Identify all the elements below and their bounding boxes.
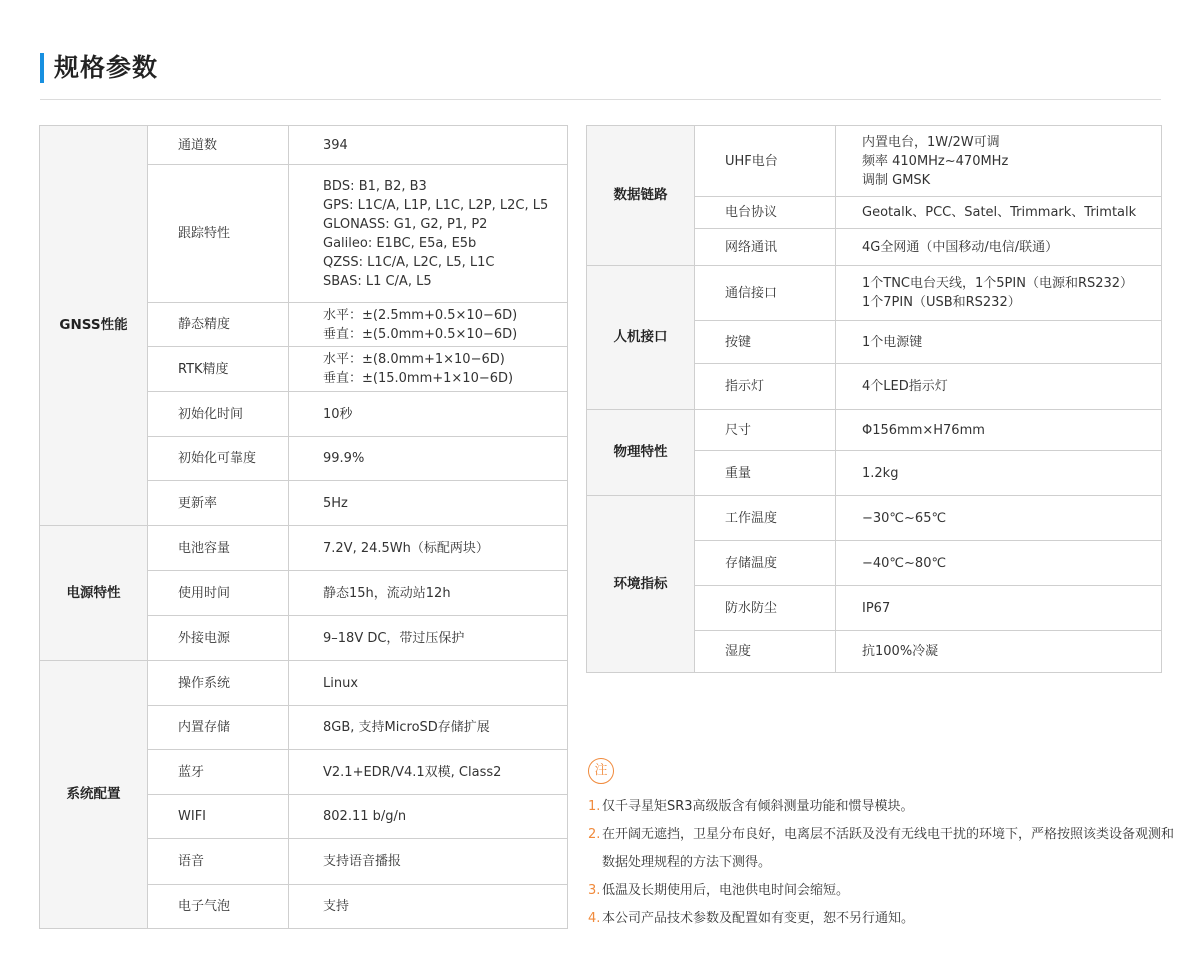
spec-value: −40℃~80℃ bbox=[836, 541, 1162, 586]
spec-value: Geotalk、PCC、Satel、Trimmark、Trimtalk bbox=[836, 197, 1162, 229]
category-cell: 物理特性 bbox=[587, 410, 695, 496]
spec-key: 通信接口 bbox=[695, 266, 836, 321]
spec-key: 蓝牙 bbox=[148, 750, 289, 795]
category-cell: 系统配置 bbox=[40, 661, 148, 929]
note-number: 3. bbox=[588, 883, 601, 898]
spec-key: 湿度 bbox=[695, 631, 836, 673]
spec-row bbox=[40, 661, 568, 706]
note-text: 低温及长期使用后，电池供电时间会缩短。 bbox=[602, 883, 850, 898]
spec-key: 初始化时间 bbox=[148, 392, 289, 437]
spec-key: 电子气泡 bbox=[148, 885, 289, 929]
spec-key: 网络通讯 bbox=[695, 229, 836, 266]
spec-value: 抗100%冷凝 bbox=[836, 631, 1162, 673]
spec-row bbox=[40, 526, 568, 571]
spec-value: 4G全网通（中国移动/电信/联通） bbox=[836, 229, 1162, 266]
spec-value: V2.1+EDR/V4.1双模, Class2 bbox=[289, 750, 568, 795]
spec-value: 支持语音播报 bbox=[289, 839, 568, 885]
spec-key: 内置存储 bbox=[148, 706, 289, 750]
spec-value: 内置电台，1W/2W可调 频率 410MHz~470MHz 调制 GMSK bbox=[836, 126, 1162, 197]
spec-value: 99.9% bbox=[289, 437, 568, 481]
spec-key: 初始化可靠度 bbox=[148, 437, 289, 481]
spec-key: 工作温度 bbox=[695, 496, 836, 541]
spec-row bbox=[587, 496, 1162, 541]
spec-value: 静态15h，流动站12h bbox=[289, 571, 568, 616]
spec-key: 指示灯 bbox=[695, 364, 836, 410]
spec-key: WIFI bbox=[148, 795, 289, 839]
spec-row bbox=[587, 410, 1162, 451]
spec-key: 使用时间 bbox=[148, 571, 289, 616]
spec-key: 跟踪特性 bbox=[148, 165, 289, 303]
spec-value: 支持 bbox=[289, 885, 568, 929]
spec-key: 按键 bbox=[695, 321, 836, 364]
spec-key: 外接电源 bbox=[148, 616, 289, 661]
category-cell: 环境指标 bbox=[587, 496, 695, 673]
spec-key: 电台协议 bbox=[695, 197, 836, 229]
category-cell: 人机接口 bbox=[587, 266, 695, 410]
note-number: 2. bbox=[588, 827, 601, 842]
notes-section bbox=[588, 758, 1178, 933]
note-item bbox=[588, 793, 1178, 821]
spec-row bbox=[587, 126, 1162, 197]
spec-value: 5Hz bbox=[289, 481, 568, 526]
spec-key: 通道数 bbox=[148, 126, 289, 165]
spec-value: 394 bbox=[289, 126, 568, 165]
spec-row bbox=[40, 126, 568, 165]
spec-value: Φ156mm×H76mm bbox=[836, 410, 1162, 451]
spec-key: 语音 bbox=[148, 839, 289, 885]
spec-value: BDS: B1, B2, B3 GPS: L1C/A, L1P, L1C, L2P, L2C, L5 GLONASS: G1, G2, P1, P2 Galileo: E1BC, E5a, E5b QZSS: L1C/A, L2C, L5, L1C SBAS: L1 C/A, L5 bbox=[289, 165, 568, 303]
spec-key: 静态精度 bbox=[148, 303, 289, 347]
note-number: 4. bbox=[588, 911, 601, 926]
note-icon: 注 bbox=[588, 758, 614, 784]
spec-value: 4个LED指示灯 bbox=[836, 364, 1162, 410]
category-cell: 数据链路 bbox=[587, 126, 695, 266]
page-title: 规格参数 bbox=[54, 53, 159, 82]
spec-value: 9–18V DC，带过压保护 bbox=[289, 616, 568, 661]
note-item bbox=[588, 905, 1178, 933]
spec-table-right bbox=[586, 125, 1162, 673]
category-cell: 电源特性 bbox=[40, 526, 148, 661]
spec-value: 1个电源键 bbox=[836, 321, 1162, 364]
spec-value: 水平：±(8.0mm+1×10−6D) 垂直：±(15.0mm+1×10−6D) bbox=[289, 347, 568, 392]
category-cell: GNSS性能 bbox=[40, 126, 148, 526]
spec-value: 1个TNC电台天线，1个5PIN（电源和RS232） 1个7PIN（USB和RS232） bbox=[836, 266, 1162, 321]
spec-value: −30℃~65℃ bbox=[836, 496, 1162, 541]
note-text: 仅千寻星矩SR3高级版含有倾斜测量功能和惯导模块。 bbox=[602, 799, 914, 814]
spec-key: RTK精度 bbox=[148, 347, 289, 392]
spec-value: 水平：±(2.5mm+0.5×10−6D) 垂直：±(5.0mm+0.5×10−6D) bbox=[289, 303, 568, 347]
spec-key: 操作系统 bbox=[148, 661, 289, 706]
spec-key: 存储温度 bbox=[695, 541, 836, 586]
spec-key: 重量 bbox=[695, 451, 836, 496]
spec-key: UHF电台 bbox=[695, 126, 836, 197]
spec-value: 8GB, 支持MicroSD存储扩展 bbox=[289, 706, 568, 750]
notes-list bbox=[588, 793, 1178, 933]
spec-value: Linux bbox=[289, 661, 568, 706]
spec-key: 防水防尘 bbox=[695, 586, 836, 631]
spec-value: 10秒 bbox=[289, 392, 568, 437]
spec-value: 802.11 b/g/n bbox=[289, 795, 568, 839]
spec-key: 电池容量 bbox=[148, 526, 289, 571]
spec-value: IP67 bbox=[836, 586, 1162, 631]
spec-row bbox=[587, 266, 1162, 321]
header-divider bbox=[40, 99, 1161, 100]
note-item bbox=[588, 877, 1178, 905]
note-text: 在开阔无遮挡，卫星分布良好，电离层不活跃及没有无线电干扰的环境下，严格按照该类设备观测和数据处理规程的方法下测得。 bbox=[602, 827, 1175, 870]
spec-key: 尺寸 bbox=[695, 410, 836, 451]
title-accent-bar bbox=[40, 53, 44, 83]
spec-key: 更新率 bbox=[148, 481, 289, 526]
note-item bbox=[588, 821, 1178, 877]
spec-value: 1.2kg bbox=[836, 451, 1162, 496]
spec-table-left bbox=[39, 125, 568, 929]
spec-value: 7.2V, 24.5Wh（标配两块） bbox=[289, 526, 568, 571]
note-text: 本公司产品技术参数及配置如有变更，恕不另行通知。 bbox=[602, 911, 915, 926]
note-number: 1. bbox=[588, 799, 601, 814]
